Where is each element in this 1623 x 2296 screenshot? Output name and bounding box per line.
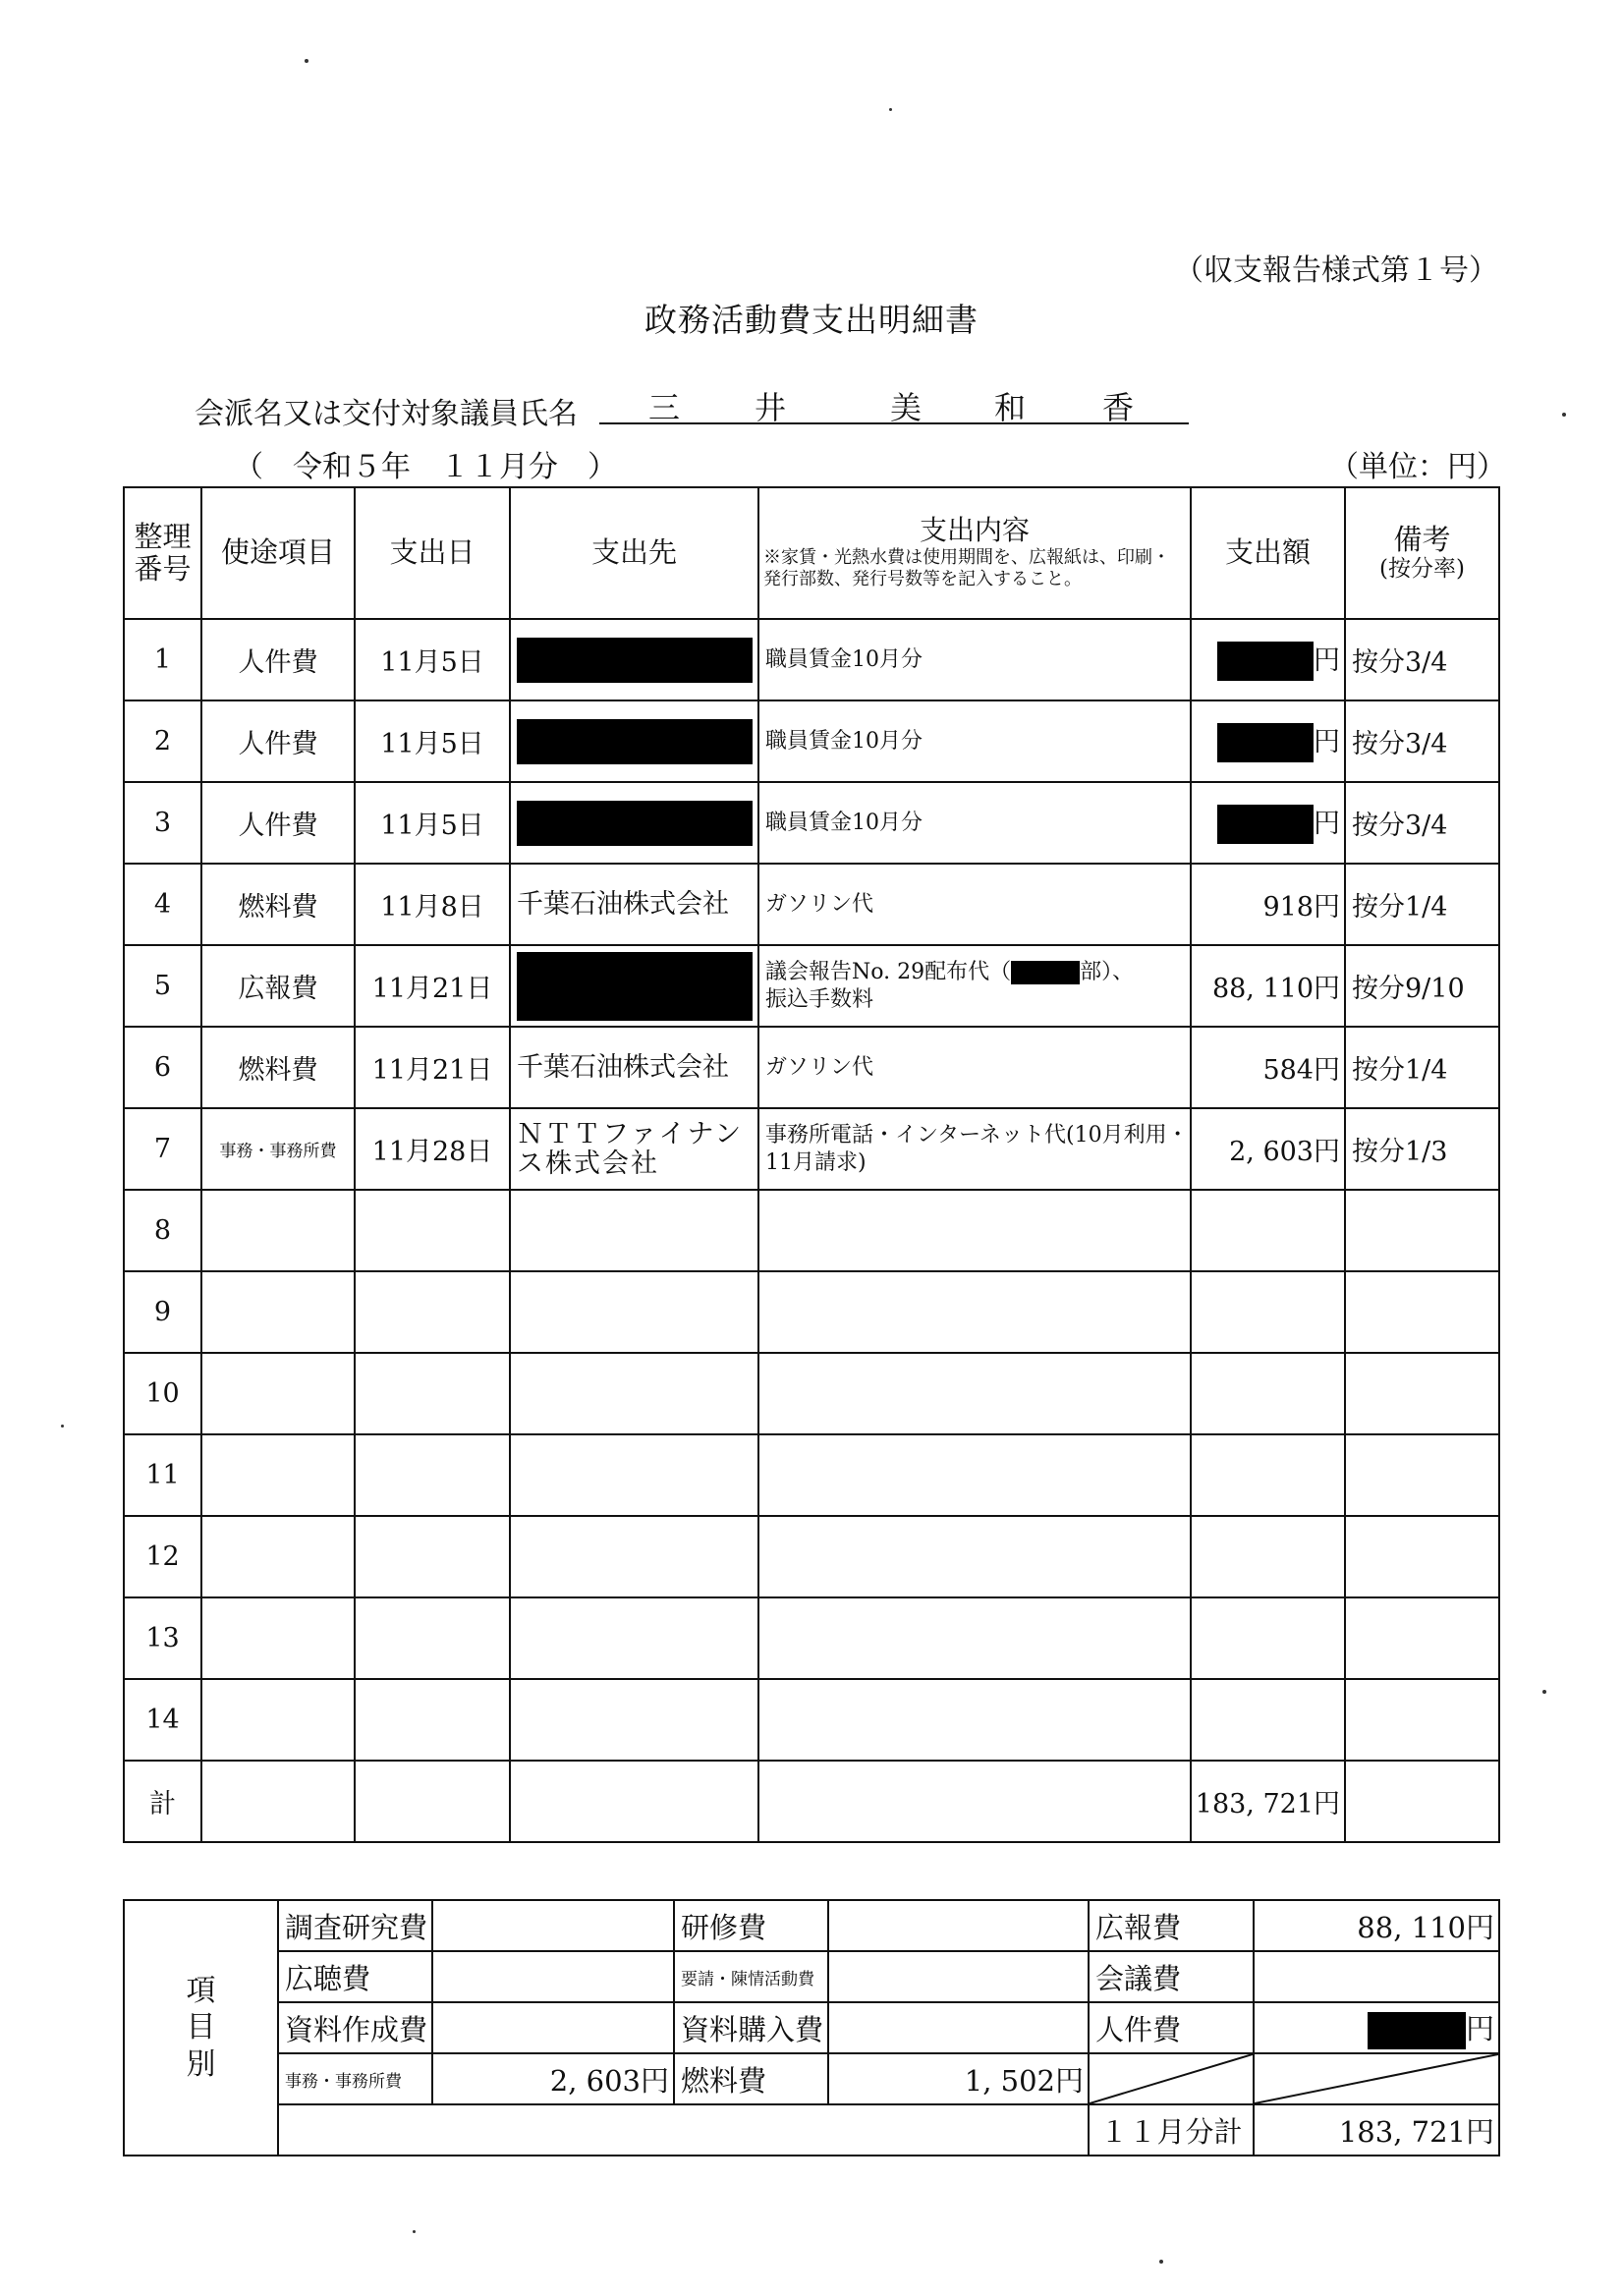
summary-row <box>124 2002 1499 2053</box>
member-name-char: 井 <box>755 389 787 426</box>
row-content: 職員賃金10月分 <box>758 700 1191 782</box>
summary-meeting-label: 会議費 <box>1089 1951 1254 2002</box>
row-note: 按分9/10 <box>1345 945 1499 1027</box>
table-row <box>124 619 1499 700</box>
summary-research-amount <box>432 1900 674 1951</box>
summary-personnel-label: 人件費 <box>1089 2002 1254 2053</box>
summary-research-label: 調査研究費 <box>278 1900 432 1951</box>
table-row <box>124 1271 1499 1353</box>
row-number: 9 <box>124 1271 201 1353</box>
row-number: 11 <box>124 1434 201 1516</box>
summary-publicity-amount: 88, 110円 <box>1254 1900 1499 1951</box>
row-date: 11月5日 <box>355 782 510 864</box>
redaction-block <box>1011 961 1080 984</box>
row-note: 按分1/4 <box>1345 864 1499 945</box>
header-use: 使途項目 <box>201 487 355 619</box>
row-date: 11月21日 <box>355 1027 510 1108</box>
table-row <box>124 782 1499 864</box>
member-name-char: 香 <box>1102 389 1135 426</box>
summary-month-total-amount: 183, 721円 <box>1254 2104 1499 2156</box>
redaction-block <box>517 801 753 846</box>
summary-empty-cell <box>278 2104 1089 2156</box>
summary-petition-amount <box>828 1951 1089 2002</box>
row-payee: 千葉石油株式会社 <box>510 864 758 945</box>
total-label: 計 <box>124 1761 201 1842</box>
scan-speck <box>61 1425 64 1428</box>
redaction-block <box>1217 805 1314 844</box>
table-row <box>124 945 1499 1027</box>
member-name-char: 三 <box>648 389 681 426</box>
summary-row <box>124 1900 1499 1951</box>
summary-materials-purchase-label: 資料購入費 <box>674 2002 828 2053</box>
header-number: 整理 番号 <box>124 487 201 619</box>
summary-row <box>124 1951 1499 2002</box>
table-row <box>124 1597 1499 1679</box>
row-note: 按分1/3 <box>1345 1108 1499 1190</box>
scan-speck <box>1159 2260 1163 2264</box>
row-payee: ＮＴＴファイナンス株式会社 <box>510 1108 758 1190</box>
row-note: 按分3/4 <box>1345 700 1499 782</box>
summary-fuel-label: 燃料費 <box>674 2053 828 2104</box>
row-number: 3 <box>124 782 201 864</box>
row-note: 按分1/4 <box>1345 1027 1499 1108</box>
row-use: 人件費 <box>201 782 355 864</box>
total-row <box>124 1761 1499 1842</box>
member-name-char: 美 <box>890 389 923 426</box>
row-amount: 2, 603円 <box>1191 1108 1345 1190</box>
row-date: 11月5日 <box>355 619 510 700</box>
scan-speck <box>413 2230 416 2233</box>
row-note: 按分3/4 <box>1345 782 1499 864</box>
table-row <box>124 1027 1499 1108</box>
summary-row <box>124 2104 1499 2156</box>
header-amount: 支出額 <box>1191 487 1345 619</box>
header-date: 支出日 <box>355 487 510 619</box>
form-number: （収支報告様式第１号） <box>1174 253 1498 288</box>
row-number: 10 <box>124 1353 201 1434</box>
row-use: 事務・事務所費 <box>201 1108 355 1190</box>
row-content: ガソリン代 <box>758 864 1191 945</box>
summary-training-label: 研修費 <box>674 1900 828 1951</box>
table-row <box>124 1190 1499 1271</box>
member-name-char: 和 <box>994 389 1027 426</box>
expenditure-table <box>123 486 1500 1843</box>
summary-month-total-label: １１月分計 <box>1089 2104 1254 2156</box>
redaction-block <box>517 952 753 1021</box>
row-use: 人件費 <box>201 700 355 782</box>
reporting-period: （ 令和５年 １１月分 ） <box>234 450 617 484</box>
summary-side-label: 項 目 別 <box>124 1900 278 2156</box>
summary-blank-cell <box>1089 2053 1254 2104</box>
row-number: 7 <box>124 1108 201 1190</box>
row-number: 13 <box>124 1597 201 1679</box>
row-payee <box>510 782 758 864</box>
redaction-block <box>1217 642 1314 681</box>
summary-personnel-amount: 円 <box>1254 2002 1499 2053</box>
table-row <box>124 1434 1499 1516</box>
header-note-sub: (按分率) <box>1379 556 1465 583</box>
unit-label: （単位：円） <box>1329 450 1506 484</box>
summary-office-amount: 2, 603円 <box>432 2053 674 2104</box>
summary-office-label: 事務・事務所費 <box>278 2053 432 2104</box>
row-note: 按分3/4 <box>1345 619 1499 700</box>
row-date: 11月5日 <box>355 700 510 782</box>
row-amount: 918円 <box>1191 864 1345 945</box>
scan-speck <box>1542 1690 1546 1694</box>
table-row <box>124 1353 1499 1434</box>
row-content: 議会報告No. 29配布代（ 部）、 振込手数料 <box>758 945 1191 1027</box>
table-row <box>124 1516 1499 1597</box>
summary-fuel-amount: 1, 502円 <box>828 2053 1089 2104</box>
row-payee <box>510 945 758 1027</box>
row-use: 燃料費 <box>201 864 355 945</box>
header-content-title: 支出内容 <box>919 514 1030 547</box>
row-amount: 584円 <box>1191 1027 1345 1108</box>
row-number: 5 <box>124 945 201 1027</box>
row-use: 広報費 <box>201 945 355 1027</box>
header-content-note: ※家賃・光熱水費は使用期間を、広報紙は、印刷・発行部数、発行号数等を記入すること。 <box>763 546 1170 590</box>
row-number: 2 <box>124 700 201 782</box>
row-amount: 88, 110円 <box>1191 945 1345 1027</box>
redaction-block <box>517 638 753 683</box>
row-use: 人件費 <box>201 619 355 700</box>
summary-blank-cell <box>1254 2053 1499 2104</box>
category-summary-table <box>123 1899 1500 2156</box>
row-payee <box>510 619 758 700</box>
table-row <box>124 1108 1499 1190</box>
scan-speck <box>305 59 308 63</box>
summary-row <box>124 2053 1499 2104</box>
row-number: 6 <box>124 1027 201 1108</box>
summary-petition-label: 要請・陳情活動費 <box>674 1951 828 2002</box>
summary-meeting-amount <box>1254 1951 1499 2002</box>
member-label: 会派名又は交付対象議員氏名 <box>195 397 578 431</box>
row-number: 1 <box>124 619 201 700</box>
row-content: 職員賃金10月分 <box>758 782 1191 864</box>
row-use: 燃料費 <box>201 1027 355 1108</box>
row-number: 4 <box>124 864 201 945</box>
redaction-block <box>517 719 753 764</box>
redaction-block <box>1217 723 1314 762</box>
row-number: 12 <box>124 1516 201 1597</box>
summary-publicity-label: 広報費 <box>1089 1900 1254 1951</box>
row-payee: 千葉石油株式会社 <box>510 1027 758 1108</box>
row-date: 11月8日 <box>355 864 510 945</box>
row-amount: 円 <box>1191 782 1345 864</box>
header-note <box>1345 487 1499 619</box>
header-content <box>758 487 1191 619</box>
scan-speck <box>1562 413 1566 417</box>
header-note-title: 備考 <box>1393 523 1451 557</box>
table-row <box>124 700 1499 782</box>
row-content: ガソリン代 <box>758 1027 1191 1108</box>
table-row <box>124 864 1499 945</box>
document-title: 政務活動費支出明細書 <box>644 301 979 339</box>
summary-hearing-amount <box>432 1951 674 2002</box>
row-date: 11月21日 <box>355 945 510 1027</box>
scan-speck <box>889 108 892 111</box>
row-number: 14 <box>124 1679 201 1761</box>
header-payee: 支出先 <box>510 487 758 619</box>
redaction-block <box>1368 2012 1466 2049</box>
row-payee <box>510 700 758 782</box>
table-row <box>124 1679 1499 1761</box>
summary-materials-purchase-amount <box>828 2002 1089 2053</box>
summary-materials-making-label: 資料作成費 <box>278 2002 432 2053</box>
total-amount: 183, 721円 <box>1191 1761 1345 1842</box>
summary-materials-making-amount <box>432 2002 674 2053</box>
row-amount: 円 <box>1191 619 1345 700</box>
row-content: 事務所電話・インターネット代(10月利用・11月請求) <box>758 1108 1191 1190</box>
row-content: 職員賃金10月分 <box>758 619 1191 700</box>
summary-training-amount <box>828 1900 1089 1951</box>
table-header-row <box>124 487 1499 619</box>
summary-hearing-label: 広聴費 <box>278 1951 432 2002</box>
row-amount: 円 <box>1191 700 1345 782</box>
row-date: 11月28日 <box>355 1108 510 1190</box>
row-number: 8 <box>124 1190 201 1271</box>
